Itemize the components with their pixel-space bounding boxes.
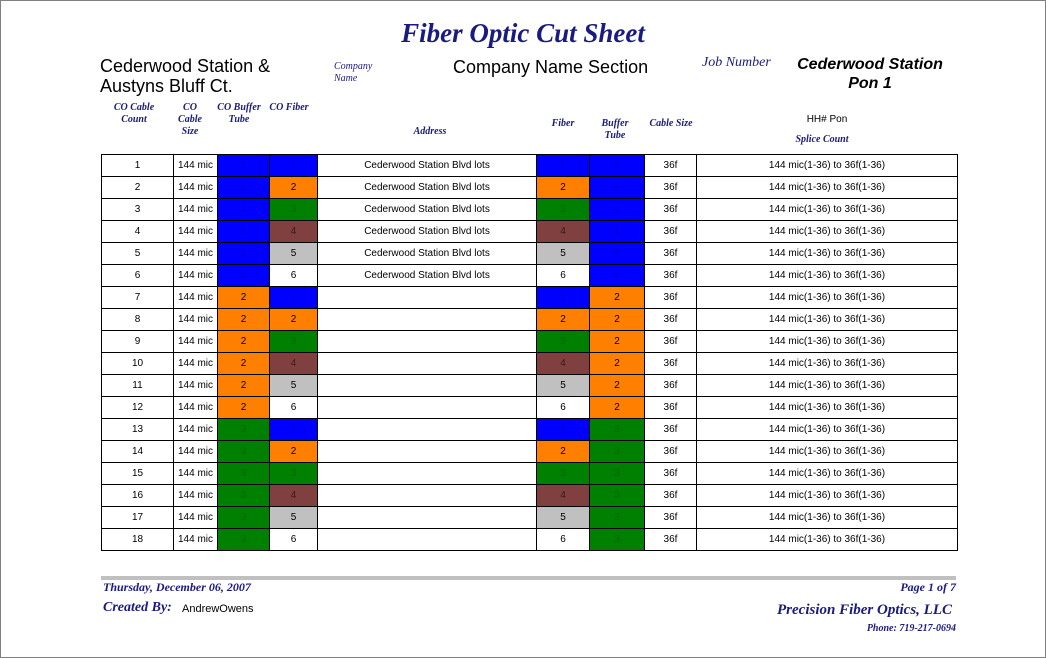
table-row bbox=[102, 507, 958, 529]
cell-cable: 36f bbox=[645, 177, 697, 199]
cell-buffer: 2 bbox=[218, 375, 270, 397]
company-label-line1: Company bbox=[334, 61, 373, 72]
cell-fiber: 3 bbox=[270, 331, 318, 353]
cell-address: Cederwood Station Blvd lots bbox=[318, 221, 537, 243]
table-row bbox=[102, 221, 958, 243]
cell-fiber: 1 bbox=[270, 419, 318, 441]
cell-size: 144 mic bbox=[174, 309, 218, 331]
cell-cable: 36f bbox=[645, 529, 697, 551]
table-row bbox=[102, 353, 958, 375]
site-name-line2: Austyns Bluff Ct. bbox=[100, 76, 233, 96]
header-co-cable-size-line1: CO bbox=[183, 102, 197, 113]
cell-cable: 36f bbox=[645, 309, 697, 331]
cell-count: 6 bbox=[102, 265, 174, 287]
cell-count: 18 bbox=[102, 529, 174, 551]
cell-size: 144 mic bbox=[174, 243, 218, 265]
cell-buffer2: 2 bbox=[590, 353, 645, 375]
cell-buffer: 1 bbox=[218, 243, 270, 265]
cell-address bbox=[318, 507, 537, 529]
cell-buffer2: 2 bbox=[590, 375, 645, 397]
cell-fiber2: 1 bbox=[537, 419, 590, 441]
cell-size: 144 mic bbox=[174, 265, 218, 287]
company-footer: Precision Fiber Optics, LLC bbox=[777, 602, 952, 618]
cell-buffer: 1 bbox=[218, 155, 270, 177]
cell-splice: 144 mic(1-36) to 36f(1-36) bbox=[697, 375, 958, 397]
job-line1: Cederwood Station bbox=[797, 56, 943, 73]
cell-cable: 36f bbox=[645, 441, 697, 463]
cell-buffer2: 1 bbox=[590, 243, 645, 265]
cell-size: 144 mic bbox=[174, 441, 218, 463]
cell-address bbox=[318, 485, 537, 507]
cell-fiber2: 4 bbox=[537, 485, 590, 507]
cell-count: 5 bbox=[102, 243, 174, 265]
cell-splice: 144 mic(1-36) to 36f(1-36) bbox=[697, 199, 958, 221]
cell-size: 144 mic bbox=[174, 221, 218, 243]
cell-fiber2: 3 bbox=[537, 199, 590, 221]
cell-size: 144 mic bbox=[174, 463, 218, 485]
cell-count: 11 bbox=[102, 375, 174, 397]
cell-fiber2: 4 bbox=[537, 353, 590, 375]
report-date: Thursday, December 06, 2007 bbox=[103, 580, 251, 594]
cell-buffer2: 2 bbox=[590, 309, 645, 331]
table-row bbox=[102, 529, 958, 551]
cell-cable: 36f bbox=[645, 375, 697, 397]
cell-count: 3 bbox=[102, 199, 174, 221]
header-co-cable-size bbox=[172, 102, 208, 138]
page-number: Page 1 of 7 bbox=[900, 580, 956, 594]
cell-buffer2: 2 bbox=[590, 397, 645, 419]
cell-size: 144 mic bbox=[174, 177, 218, 199]
cell-count: 4 bbox=[102, 221, 174, 243]
cell-fiber: 5 bbox=[270, 507, 318, 529]
created-by-value: AndrewOwens bbox=[182, 603, 254, 615]
cell-fiber: 1 bbox=[270, 155, 318, 177]
cell-fiber: 5 bbox=[270, 243, 318, 265]
cell-splice: 144 mic(1-36) to 36f(1-36) bbox=[697, 221, 958, 243]
job-line2: Pon 1 bbox=[848, 75, 892, 92]
cell-buffer2: 1 bbox=[590, 155, 645, 177]
cell-size: 144 mic bbox=[174, 287, 218, 309]
table-row bbox=[102, 375, 958, 397]
cell-count: 9 bbox=[102, 331, 174, 353]
cell-splice: 144 mic(1-36) to 36f(1-36) bbox=[697, 331, 958, 353]
cell-size: 144 mic bbox=[174, 155, 218, 177]
cell-splice: 144 mic(1-36) to 36f(1-36) bbox=[697, 529, 958, 551]
cell-fiber2: 5 bbox=[537, 375, 590, 397]
header-co-cable-count bbox=[104, 102, 164, 126]
report-title: Fiber Optic Cut Sheet bbox=[401, 18, 645, 48]
cell-count: 13 bbox=[102, 419, 174, 441]
cell-buffer2: 3 bbox=[590, 485, 645, 507]
cell-buffer2: 3 bbox=[590, 463, 645, 485]
job-number-label: Job Number bbox=[702, 55, 771, 70]
cell-buffer: 3 bbox=[218, 441, 270, 463]
cell-address bbox=[318, 529, 537, 551]
cell-fiber2: 2 bbox=[537, 309, 590, 331]
cell-address: Cederwood Station Blvd lots bbox=[318, 155, 537, 177]
cell-fiber: 5 bbox=[270, 375, 318, 397]
cell-address bbox=[318, 309, 537, 331]
cell-size: 144 mic bbox=[174, 485, 218, 507]
cell-cable: 36f bbox=[645, 287, 697, 309]
cell-splice: 144 mic(1-36) to 36f(1-36) bbox=[697, 243, 958, 265]
cell-fiber2: 6 bbox=[537, 397, 590, 419]
cell-size: 144 mic bbox=[174, 199, 218, 221]
table-row bbox=[102, 243, 958, 265]
cell-count: 17 bbox=[102, 507, 174, 529]
cell-cable: 36f bbox=[645, 155, 697, 177]
cell-fiber2: 6 bbox=[537, 529, 590, 551]
created-by-label: Created By: bbox=[103, 600, 172, 615]
cell-cable: 36f bbox=[645, 265, 697, 287]
cell-cable: 36f bbox=[645, 353, 697, 375]
cell-splice: 144 mic(1-36) to 36f(1-36) bbox=[697, 463, 958, 485]
header-buffer-tube-line2: Tube bbox=[604, 130, 626, 141]
cell-buffer: 3 bbox=[218, 463, 270, 485]
company-name: Company Name Section bbox=[453, 57, 649, 77]
cell-fiber: 3 bbox=[270, 463, 318, 485]
cell-buffer: 2 bbox=[218, 331, 270, 353]
cell-buffer2: 3 bbox=[590, 507, 645, 529]
cell-size: 144 mic bbox=[174, 507, 218, 529]
cell-cable: 36f bbox=[645, 419, 697, 441]
table-row bbox=[102, 441, 958, 463]
company-label-line2: Name bbox=[334, 73, 358, 84]
cell-cable: 36f bbox=[645, 243, 697, 265]
header-hh-pon: HH# Pon bbox=[806, 114, 848, 125]
cell-cable: 36f bbox=[645, 199, 697, 221]
cell-count: 1 bbox=[102, 155, 174, 177]
table-row bbox=[102, 397, 958, 419]
table-row bbox=[102, 309, 958, 331]
cell-cable: 36f bbox=[645, 463, 697, 485]
cell-buffer: 3 bbox=[218, 529, 270, 551]
table-row bbox=[102, 485, 958, 507]
cell-count: 16 bbox=[102, 485, 174, 507]
cell-count: 10 bbox=[102, 353, 174, 375]
cell-buffer2: 1 bbox=[590, 221, 645, 243]
cell-buffer2: 1 bbox=[590, 265, 645, 287]
header-co-cable-count-line2: Count bbox=[121, 114, 147, 125]
cell-fiber: 4 bbox=[270, 485, 318, 507]
cell-splice: 144 mic(1-36) to 36f(1-36) bbox=[697, 353, 958, 375]
cell-buffer: 2 bbox=[218, 309, 270, 331]
site-name bbox=[100, 56, 270, 96]
cell-buffer2: 2 bbox=[590, 331, 645, 353]
cell-fiber2: 6 bbox=[537, 265, 590, 287]
cell-buffer: 2 bbox=[218, 397, 270, 419]
cell-buffer: 1 bbox=[218, 221, 270, 243]
cell-splice: 144 mic(1-36) to 36f(1-36) bbox=[697, 309, 958, 331]
cell-size: 144 mic bbox=[174, 375, 218, 397]
header-co-cable-size-line2: Cable bbox=[178, 114, 202, 125]
company-label bbox=[334, 61, 384, 85]
cell-fiber: 6 bbox=[270, 265, 318, 287]
cell-size: 144 mic bbox=[174, 397, 218, 419]
cell-fiber2: 5 bbox=[537, 243, 590, 265]
header-fiber: Fiber bbox=[551, 118, 575, 129]
table-row bbox=[102, 155, 958, 177]
table-row bbox=[102, 199, 958, 221]
cell-fiber2: 5 bbox=[537, 507, 590, 529]
cell-count: 7 bbox=[102, 287, 174, 309]
cell-cable: 36f bbox=[645, 485, 697, 507]
table-row bbox=[102, 331, 958, 353]
cell-address bbox=[318, 419, 537, 441]
table-row bbox=[102, 265, 958, 287]
cell-address bbox=[318, 287, 537, 309]
header-co-cable-count-line1: CO Cable bbox=[113, 102, 155, 113]
header-co-fiber: CO Fiber bbox=[269, 102, 309, 113]
cell-fiber: 4 bbox=[270, 353, 318, 375]
cell-fiber2: 2 bbox=[537, 441, 590, 463]
cell-address bbox=[318, 331, 537, 353]
table-row bbox=[102, 463, 958, 485]
cell-size: 144 mic bbox=[174, 419, 218, 441]
cell-cable: 36f bbox=[645, 397, 697, 419]
header-co-buffer-tube-line1: CO Buffer bbox=[217, 102, 261, 113]
cell-address bbox=[318, 353, 537, 375]
cell-splice: 144 mic(1-36) to 36f(1-36) bbox=[697, 485, 958, 507]
cell-splice: 144 mic(1-36) to 36f(1-36) bbox=[697, 507, 958, 529]
cell-fiber: 2 bbox=[270, 177, 318, 199]
cell-cable: 36f bbox=[645, 221, 697, 243]
cell-cable: 36f bbox=[645, 507, 697, 529]
cell-buffer2: 2 bbox=[590, 287, 645, 309]
cell-count: 8 bbox=[102, 309, 174, 331]
table-row bbox=[102, 419, 958, 441]
cell-fiber: 3 bbox=[270, 199, 318, 221]
cell-address: Cederwood Station Blvd lots bbox=[318, 265, 537, 287]
table-row bbox=[102, 287, 958, 309]
cell-fiber2: 1 bbox=[537, 287, 590, 309]
cell-fiber: 4 bbox=[270, 221, 318, 243]
cell-fiber2: 3 bbox=[537, 463, 590, 485]
header-cable-size: Cable Size bbox=[649, 118, 693, 129]
cell-address: Cederwood Station Blvd lots bbox=[318, 177, 537, 199]
cell-size: 144 mic bbox=[174, 353, 218, 375]
cell-fiber: 1 bbox=[270, 287, 318, 309]
cell-address bbox=[318, 375, 537, 397]
company-phone: Phone: 719-217-0694 bbox=[866, 623, 956, 634]
cell-count: 12 bbox=[102, 397, 174, 419]
cell-buffer: 1 bbox=[218, 265, 270, 287]
cell-buffer2: 3 bbox=[590, 419, 645, 441]
cell-size: 144 mic bbox=[174, 331, 218, 353]
cell-address bbox=[318, 441, 537, 463]
cell-address: Cederwood Station Blvd lots bbox=[318, 243, 537, 265]
header-buffer-tube bbox=[592, 118, 638, 142]
cell-buffer: 3 bbox=[218, 419, 270, 441]
cell-count: 14 bbox=[102, 441, 174, 463]
cell-buffer: 2 bbox=[218, 287, 270, 309]
cut-sheet-table bbox=[101, 154, 958, 551]
header-co-buffer-tube-line2: Tube bbox=[228, 114, 250, 125]
header-co-cable-size-line3: Size bbox=[181, 126, 199, 137]
cell-splice: 144 mic(1-36) to 36f(1-36) bbox=[697, 177, 958, 199]
cell-buffer: 3 bbox=[218, 485, 270, 507]
cell-address: Cederwood Station Blvd lots bbox=[318, 199, 537, 221]
table-row bbox=[102, 177, 958, 199]
header-splice-count: Splice Count bbox=[795, 134, 849, 145]
cell-count: 2 bbox=[102, 177, 174, 199]
cell-fiber2: 1 bbox=[537, 155, 590, 177]
cell-fiber: 6 bbox=[270, 529, 318, 551]
cell-size: 144 mic bbox=[174, 529, 218, 551]
header-buffer-tube-line1: Buffer bbox=[601, 118, 629, 129]
cell-splice: 144 mic(1-36) to 36f(1-36) bbox=[697, 287, 958, 309]
cell-buffer2: 3 bbox=[590, 529, 645, 551]
header-address: Address bbox=[413, 126, 447, 137]
cell-buffer: 2 bbox=[218, 353, 270, 375]
cell-splice: 144 mic(1-36) to 36f(1-36) bbox=[697, 265, 958, 287]
cell-splice: 144 mic(1-36) to 36f(1-36) bbox=[697, 155, 958, 177]
cell-fiber: 6 bbox=[270, 397, 318, 419]
cell-buffer2: 1 bbox=[590, 199, 645, 221]
cell-buffer: 1 bbox=[218, 177, 270, 199]
cell-address bbox=[318, 463, 537, 485]
cell-count: 15 bbox=[102, 463, 174, 485]
cell-cable: 36f bbox=[645, 331, 697, 353]
cell-buffer2: 3 bbox=[590, 441, 645, 463]
site-name-line1: Cederwood Station & bbox=[100, 56, 271, 76]
cell-buffer2: 1 bbox=[590, 177, 645, 199]
cell-splice: 144 mic(1-36) to 36f(1-36) bbox=[697, 397, 958, 419]
cell-fiber2: 3 bbox=[537, 331, 590, 353]
cell-splice: 144 mic(1-36) to 36f(1-36) bbox=[697, 419, 958, 441]
cell-buffer: 1 bbox=[218, 199, 270, 221]
cell-buffer: 3 bbox=[218, 507, 270, 529]
header-co-buffer-tube bbox=[212, 102, 266, 126]
cell-fiber2: 4 bbox=[537, 221, 590, 243]
cell-fiber2: 2 bbox=[537, 177, 590, 199]
cell-splice: 144 mic(1-36) to 36f(1-36) bbox=[697, 441, 958, 463]
cell-fiber: 2 bbox=[270, 309, 318, 331]
job-number-value bbox=[785, 55, 955, 93]
cell-fiber: 2 bbox=[270, 441, 318, 463]
cell-address bbox=[318, 397, 537, 419]
